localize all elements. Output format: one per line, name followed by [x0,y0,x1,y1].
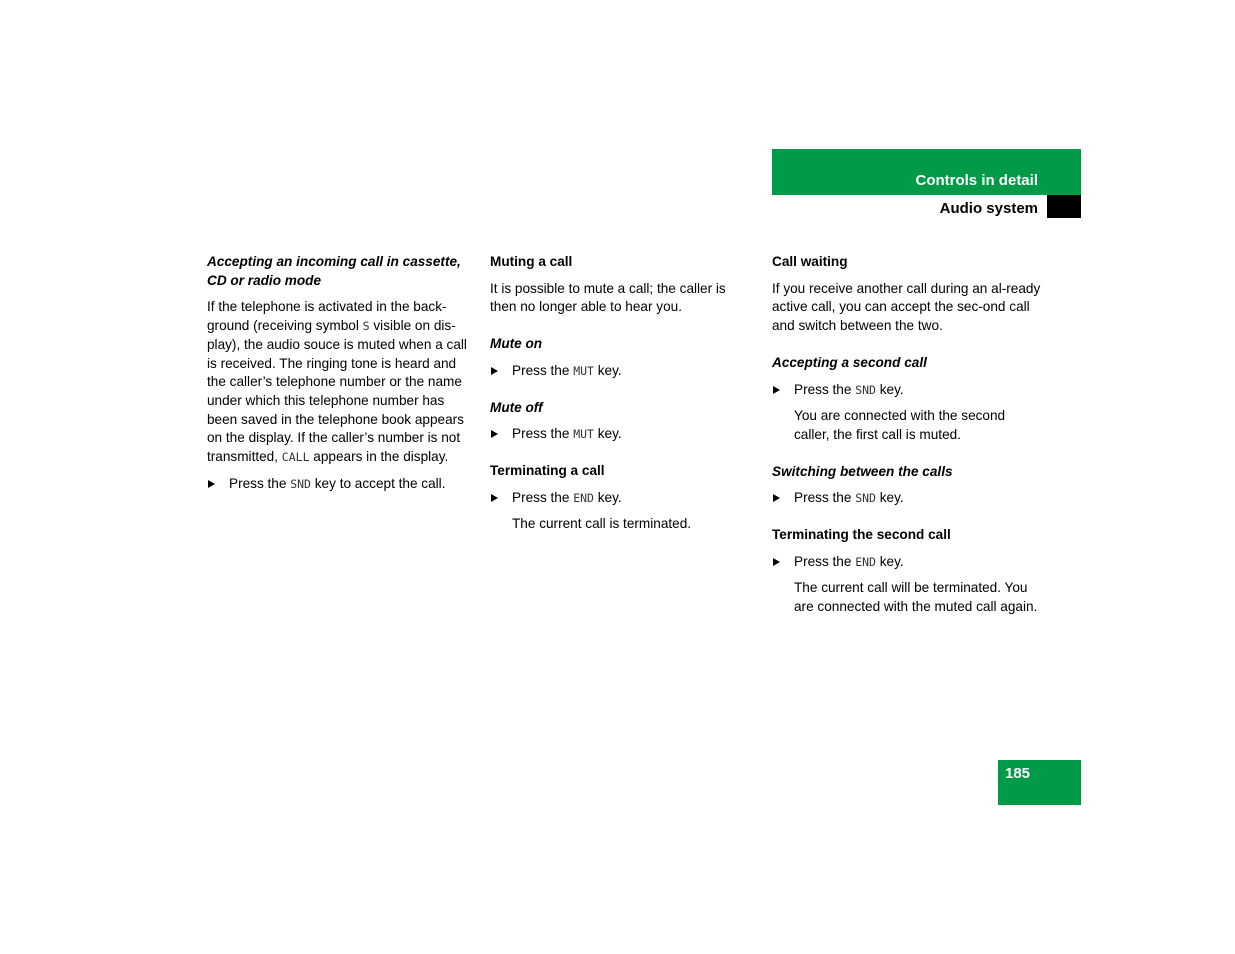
step-mute-on: Press the MUT key. [490,362,752,381]
call-waiting-intro: If you receive another call during an al-ready active call, you can accept the sec-ond call and switch between the two. [772,280,1041,334]
key-snd: SND [855,491,876,506]
heading-terminate-second-call: Terminating the second call [772,527,951,543]
display-call-text: CALL [281,450,310,465]
key-mut: MUT [573,427,594,442]
muting-intro: It is possible to mute a call; the caller is then no longer able to hear you. [490,280,726,315]
page-number-box [998,760,1081,805]
column-call-waiting [772,253,1044,625]
step-terminate-second-call: Press the END key. [772,553,1044,572]
step-mute-off: Press the MUT key. [490,425,752,444]
step-accept-call: Press the SND key to accept the call. [207,475,472,494]
heading-mute-on: Mute on [490,336,543,352]
terminate-result: The current call is terminated. [512,516,692,532]
page-number: 185 [1005,765,1031,782]
step-terminate-call: Press the END key. [490,489,752,508]
receiving-symbol: S [362,319,370,334]
heading-call-waiting: Call waiting [772,254,848,269]
heading-terminating-call: Terminating a call [490,462,605,478]
step-accept-second-call: Press the SND key. [772,381,1044,400]
bullet-arrow-icon [491,367,498,375]
bullet-arrow-icon [208,480,215,488]
section-title: Controls in detail [915,172,1038,189]
subsection-title: Audio system [939,200,1038,217]
column-muting [490,253,752,542]
key-end: END [573,490,594,505]
heading-muting-call: Muting a call [490,254,573,269]
bullet-arrow-icon [491,494,498,502]
heading-incoming-call: Accepting an incoming call in cassette, CD or radio mode [207,254,461,288]
bullet-arrow-icon [773,386,780,394]
heading-accept-second-call: Accepting a second call [772,354,927,370]
bullet-arrow-icon [491,430,498,438]
step-switch-calls: Press the SND key. [772,489,1044,508]
accept-result: You are connected with the second caller, the first call is muted. [794,408,1006,442]
heading-switch-calls: Switching between the calls [772,463,953,479]
key-snd: SND [855,382,876,397]
bullet-arrow-icon [773,494,780,502]
subsection-marker [1047,195,1081,218]
key-mut: MUT [573,363,594,378]
key-snd: SND [290,476,311,491]
terminate-second-result: The current call will be terminated. You are connected with the muted call again. [794,580,1038,615]
incoming-call-paragraph: If the telephone is activated in the back-ground (receiving symbol S visible on dis-play), the audio souce is muted when a call is received. The ringing tone is heard and the caller’s telephone number or the name under which this telephone number has been saved in the telephone book appears on the display. If the caller’s number is not transmitted, CALL appears in the display. [207,299,467,465]
heading-mute-off: Mute off [490,399,543,415]
column-incoming-call [207,253,472,501]
bullet-arrow-icon [773,558,780,566]
key-end: END [855,554,876,569]
section-header-bar [772,149,1081,195]
